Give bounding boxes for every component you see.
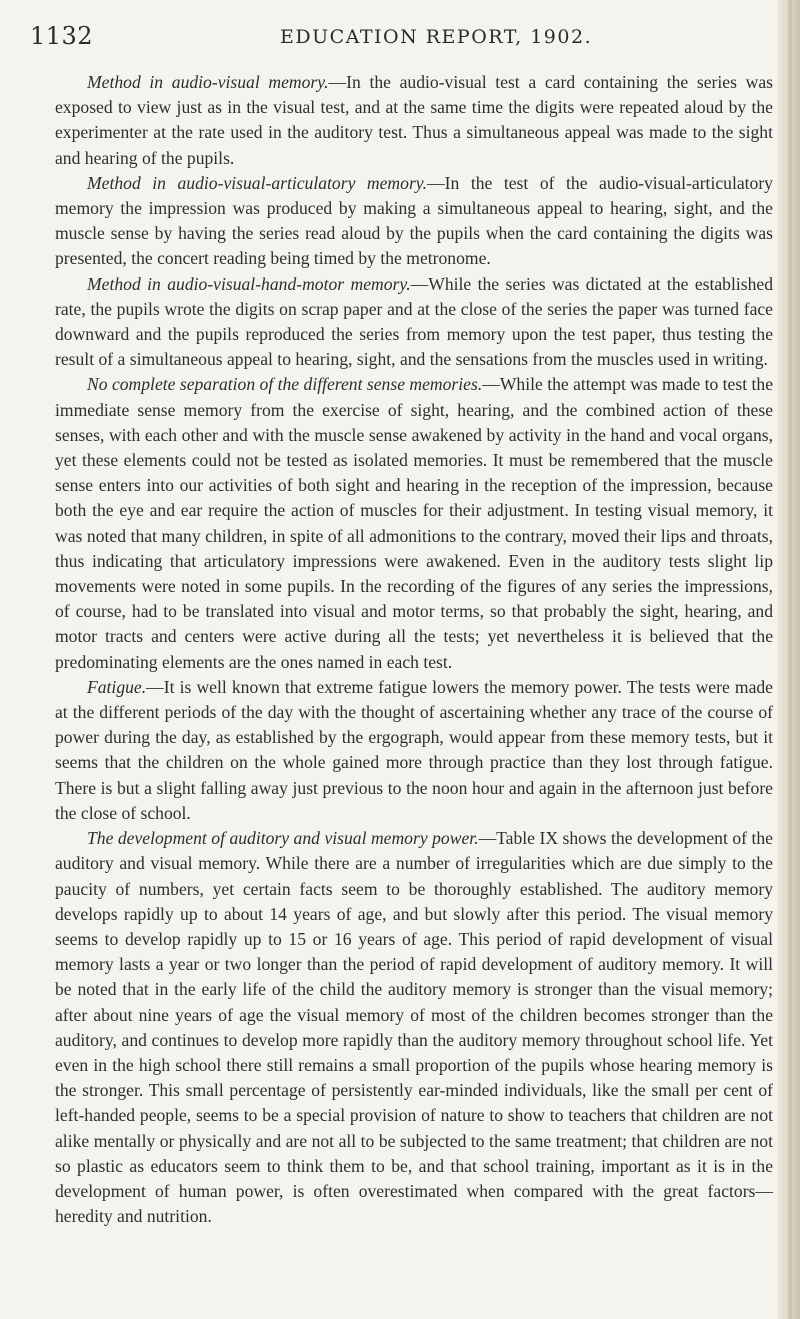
paragraph-text: —In the test of the audio-visual-articulatory memory the impression was produced by making a simultaneous appeal to hearing, sight, and the muscle sense by having the series read aloud by the pupils when the card containing the digits was presented, the concert reading being timed by the metronome. — [55, 172, 773, 269]
paragraph-text: —Table IX shows the development of the auditory and visual memory. While there are a number of irregularities which are due simply to the paucity of numbers, yet certain facts seem to be thoroughly established. The auditory memory develops rapidly up to about 14 years of age, and but slowly after this period. The visual memory seems to develop rapidly up to 15 or 16 years of age. This period of rapid development of visual memory lasts a year or two longer than the period of rapid development of auditory memory. It will be noted that in the early life of the child the auditory memory is stronger than the visual memory; after about nine years of age the visual memory of most of the children becomes stronger than the auditory, and continues to develop more rapidly than the auditory memory throughout school life. Yet even in the high school there still remains a small proportion of the pupils whose hearing memory is the stronger. This small percentage of persistently ear-minded individuals, like the small per cent of left-handed people, seems to be a special provision of nature to show to teachers that children are not alike mentally or physically and are not all to be subjected to the same treatment; that children are not so plastic as educators seem to think them to be, and that school training, important as it is in the development of human power, is often overestimated when compared with the great factors—heredity and nutrition. — [55, 828, 773, 1227]
paragraph-text: —It is well known that extreme fatigue lowers the memory power. The tests were made at the different periods of the day with the thought of ascertaining whether any trace of the course of power during the day, as established by the ergograph, would appear from these memory tests, but it seems that the children on the whole gained more through practice than they lost through fatigue. There is but a slight falling away just previous to the noon hour and again in the afternoon just before the close of school. — [55, 676, 773, 823]
page-header — [30, 22, 765, 54]
paragraph-text: —While the series was dictated at the established rate, the pupils wrote the digits on scrap paper and at the close of the series the paper was turned face downward and the pupils reproduced the series from memory upon the test paper, thus testing the result of a simultaneous appeal to hearing, sight, and the sensations from the muscles used in writing. — [55, 273, 773, 370]
running-title: EDUCATION REPORT, 1902. — [280, 26, 593, 48]
paragraph-fatigue — [55, 675, 773, 826]
paragraph-separation — [55, 372, 773, 674]
body-text — [55, 70, 773, 1229]
paragraph-audio-visual — [55, 70, 773, 171]
binding-shadow — [788, 0, 792, 1319]
paragraph-heading: Method in audio-visual-articulatory memory. — [87, 172, 428, 193]
page-number: 1132 — [30, 22, 94, 50]
paragraph-audio-visual-articulatory — [55, 171, 773, 272]
paragraph-development — [55, 826, 773, 1229]
paragraph-text: —In the audio-visual test a card containing the series was exposed to view just as in the visual test, and at the same time the digits were repeated aloud by the experimenter at the rate used in the auditory test. Thus a simultaneous appeal was made to the sight and hearing of the pupils. — [55, 72, 773, 168]
paragraph-heading: Fatigue. — [87, 676, 147, 697]
paragraph-audio-visual-hand-motor — [55, 272, 773, 373]
paragraph-heading: The development of auditory and visual memory power. — [87, 828, 479, 849]
paragraph-heading: Method in audio-visual-hand-motor memory. — [87, 273, 411, 294]
paragraph-heading: No complete separation of the different sense memories. — [87, 374, 483, 395]
paragraph-heading: Method in audio-visual memory. — [87, 72, 329, 92]
paragraph-text: —While the attempt was made to test the immediate sense memory from the exercise of sight, hearing, and the combined action of these senses, with each other and with the muscle sense awakened by activity in the hand and vocal organs, yet these elements could not be tested as isolated memories. It must be remembered that the muscle sense enters into our activities of both sight and hearing in the reception of the impression, because both the eye and ear require the action of muscles for their adjustment. In testing visual memory, it was noted that many children, in spite of all admonitions to the contrary, moved their lips and throats, thus indicating that articulatory impressions were awakened. Even in the auditory tests slight lip movements were noted in some pupils. In the recording of the figures of any series the impressions, of course, had to be translated into visual and motor terms, so that probably the sight, hearing, and motor tracts and centers were active during all the tests; yet nevertheless it is believed that the predominating elements are the ones named in each test. — [55, 374, 773, 672]
